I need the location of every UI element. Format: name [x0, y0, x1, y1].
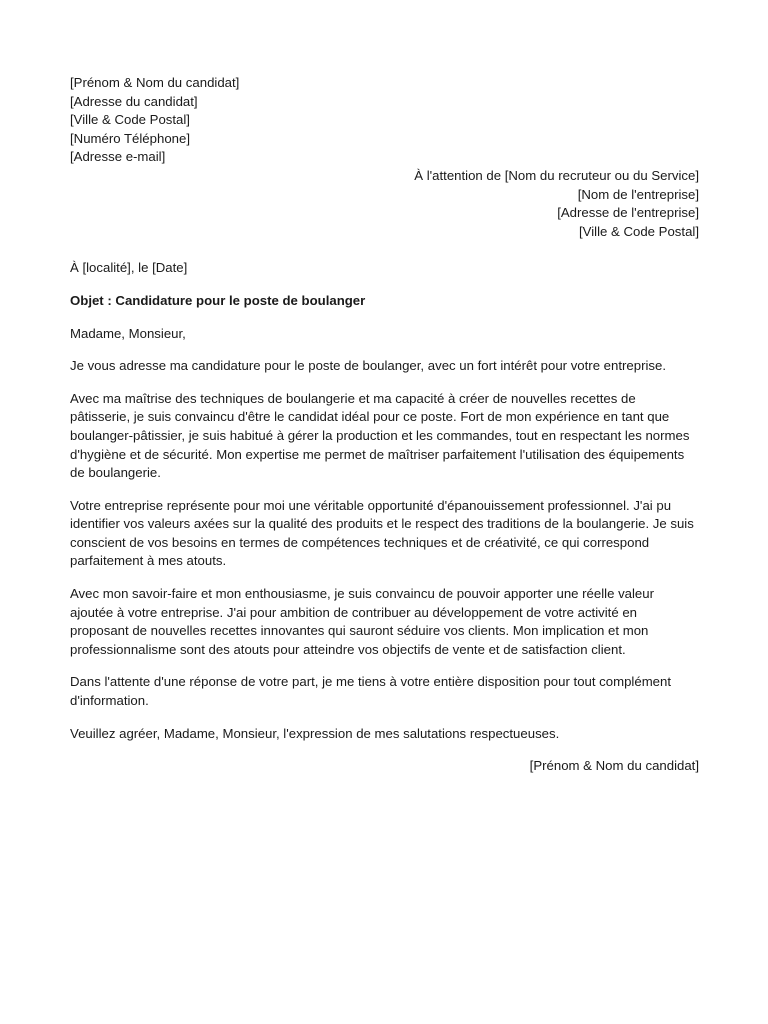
paragraph-intro: Je vous adresse ma candidature pour le poste de boulanger, avec un fort intérêt pour votre entreprise.	[70, 358, 666, 374]
recipient-attention: À l'attention de [Nom du recruteur ou du Service]	[414, 167, 699, 183]
recipient-address: [Adresse de l'entreprise]	[557, 205, 699, 221]
paragraph-availability: Dans l'attente d'une réponse de votre part, je me tiens à votre entière disposition pour tout complément d'information.	[70, 674, 672, 709]
place-date: À [localité], le [Date]	[70, 260, 188, 276]
salutation: Madame, Monsieur,	[70, 325, 186, 341]
sender-city: [Ville & Code Postal]	[70, 112, 190, 128]
subject-line: Objet : Candidature pour le poste de boulanger	[70, 292, 366, 308]
recipient-block	[70, 167, 699, 241]
paragraph-company: Votre entreprise représente pour moi une véritable opportunité d'épanouissement professionnel. J'ai pu identifier vos valeurs axées sur la qualité des produits et le respect des traditions de la boulangerie. Je suis conscient de vos besoins en termes de compétences techniques et de créativité, ce qui correspond parfaitement à mes atouts.	[70, 497, 694, 569]
letter-page	[70, 74, 699, 776]
sender-name: [Prénom & Nom du candidat]	[70, 75, 240, 90]
recipient-city: [Ville & Code Postal]	[579, 223, 699, 239]
paragraph-closing: Veuillez agréer, Madame, Monsieur, l'expression de mes salutations respectueuses.	[70, 725, 560, 741]
sender-email: [Adresse e-mail]	[70, 149, 166, 165]
signature: [Prénom & Nom du candidat]	[529, 758, 699, 774]
sender-block	[70, 74, 699, 167]
paragraph-motivation: Avec mon savoir-faire et mon enthousiasme, je suis convaincu de pouvoir apporter une réelle valeur ajoutée à votre entreprise. J'ai pour ambition de contribuer au développement de votre activité en proposant de nouvelles recettes innovantes qui sauront séduire vos clients. Mon implication et mon professionnalisme sont des atouts pour atteindre vos objectifs de vente et de satisfaction client.	[70, 586, 654, 657]
recipient-company: [Nom de l'entreprise]	[577, 186, 699, 202]
sender-phone: [Numéro Téléphone]	[70, 130, 190, 146]
sender-address: [Adresse du candidat]	[70, 93, 198, 109]
paragraph-skills: Avec ma maîtrise des techniques de boulangerie et ma capacité à créer de nouvelles recettes de pâtisserie, je suis convaincu d'être le candidat idéal pour ce poste. Fort de mon expérience en tant que boulanger-pâtissier, je suis habitué à gérer la production et les commandes, tout en respectant les normes d'hygiène et de sécurité. Mon expertise me permet de maîtriser parfaitement l'utilisation des équipements de boulangerie.	[70, 390, 690, 481]
